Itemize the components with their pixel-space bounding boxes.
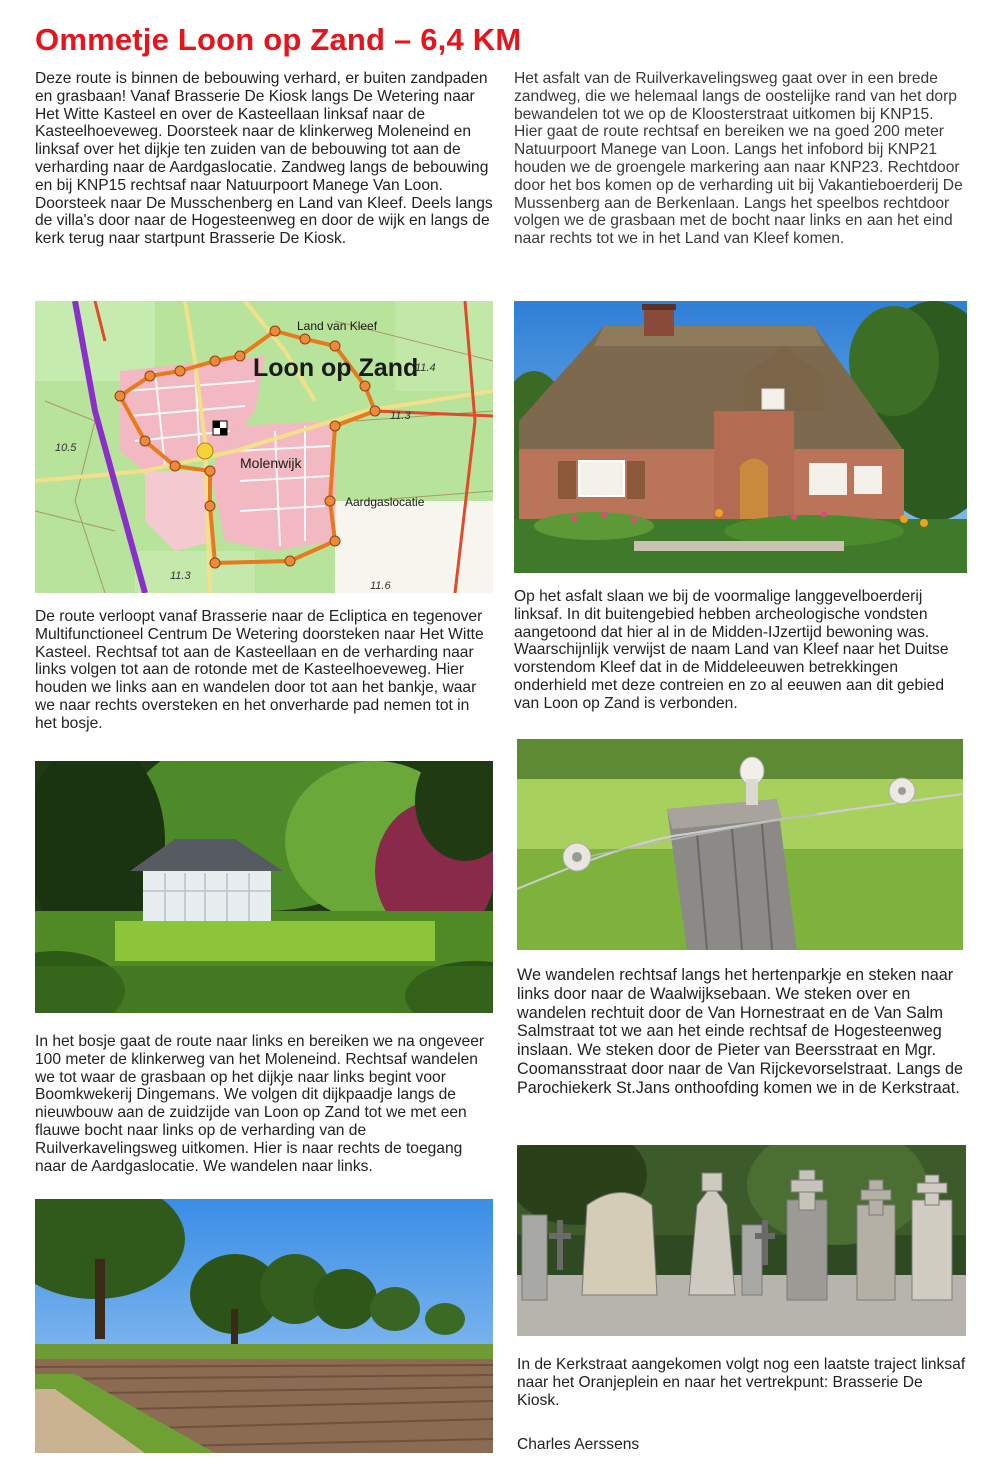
route-map-graphic bbox=[35, 301, 493, 593]
route-paragraph-6 bbox=[517, 1356, 967, 1409]
route-text-6: In de Kerkstraat aangekomen volgt nog een laatste traject linksaf naar het Oranjeplein en naar het vertrekpunt: Brasserie De Kiosk. bbox=[517, 1356, 966, 1409]
route-text-2: In het bosje gaat de route naar links en bereiken we na ongeveer 100 meter de klinkerweg van het Moleneind. Rechtsaf wandelen we tot waar de grasbaan op het dijkje naar links begint voor Boomkwekerij Dingemans. We volgen dit dijkpaadje langs de nieuwbouw aan de zuidzijde van Loon op Zand tot we met een flauwe bocht naar links op de verharding van de Ruilverkavelingsweg uitkomen. Hier is naar rechts de toegang naar de Aardgaslocatie. We wandelen naar links. bbox=[35, 1033, 485, 1175]
field-trees-image bbox=[35, 1199, 493, 1453]
route-text-1: De route verloopt vanaf Brasserie naar de Ecliptica en tegenover Multifunctioneel Centrum De Wetering doorsteken naar Het Witte Kasteel. Rechtsaf tot aan de Kasteellaan en de verharding naar links volgen tot aan de rotonde met de Kasteelhoeveweg. Hier houden we links aan en wandelen door tot aan het bankje, waar we naar rechts oversteken en het onverharde pad nemen tot in het bosje. bbox=[35, 608, 484, 732]
route-paragraph-5 bbox=[517, 966, 967, 1098]
map-label-elevation-1: 11.3 bbox=[170, 570, 191, 582]
route-paragraph-3 bbox=[514, 70, 966, 248]
route-paragraph-2 bbox=[35, 1033, 495, 1175]
map-label-molenwijk: Molenwijk bbox=[240, 455, 302, 471]
pavilion-photo bbox=[35, 761, 493, 1013]
intro-paragraph bbox=[35, 70, 495, 248]
cemetery-photo bbox=[517, 1145, 966, 1336]
fence-post-photo bbox=[517, 739, 963, 950]
cemetery-image bbox=[517, 1145, 966, 1336]
map-label-elevation-5: 11.4 bbox=[415, 362, 436, 374]
map-label-town: Loon op Zand bbox=[253, 354, 419, 382]
route-text-3: Het asfalt van de Ruilverkavelingsweg gaat over in een brede zandweg, die we helemaal langs de oostelijke rand van het dorp bewandelen tot we op de Kloosterstraat uitkomen bij KNP15. Hier gaat de route rechtsaf en bereiken we na goed 200 meter Natuurpoort Manege van Loon. Langs het infobord bij KNP21 houden we de groengele markering aan naar KNP23. Rechtdoor door het bos komen op de verharding uit bij Vakantieboerderij De Mussenberg aan de Berkenlaan. Langs het speelbos rechtdoor volgen we de grasbaan met de bocht naar links en aan het eind naar rechts tot we in het Land van Kleef komen. bbox=[514, 70, 963, 248]
page-title: Ommetje Loon op Zand – 6,4 KM bbox=[35, 22, 522, 57]
route-paragraph-1 bbox=[35, 608, 495, 733]
pavilion-image bbox=[35, 761, 493, 1013]
route-text-5: We wandelen rechtsaf langs het hertenparkje en steken naar links door naar de Waalwijksebaan. We steken over en wandelen rechtuit door de Van Hornestraat en de Van Salm Salmstraat tot we aan het einde rechtsaf de Hogesteenweg inslaan. We steken door de Pieter van Beersstraat en Mgr. Coomansstraat door naar de Van Rijckevorselstraat. Langs de Parochiekerk St.Jans onthoofding komen we in de Kerkstraat. bbox=[517, 966, 963, 1097]
author-name: Charles Aerssens bbox=[517, 1436, 640, 1453]
map-label-elevation-4: 10.5 bbox=[55, 442, 77, 454]
map-label-aardgaslocatie: Aardgaslocatie bbox=[345, 495, 425, 509]
map-label-elevation-2: 11.6 bbox=[370, 580, 391, 592]
fence-post-image bbox=[517, 739, 963, 950]
intro-text: Deze route is binnen de bebouwing verhard, er buiten zandpaden en grasbaan! Vanaf Brasserie De Kiosk langs De Wetering naar Het Witte Kasteel en over de Kasteellaan linksaf naar de Kasteelhoeveweg. Doorsteek naar de klinkerweg Moleneind en linksaf over het dijkje ten zuiden van de bebouwing tot aan de verharding naar de Aardgaslocatie. Zandweg langs de bebouwing en bij KNP15 rechtsaf naar Natuurpoort Manege Van Loon. Doorsteek naar De Musschenberg en Land van Kleef. Deels langs de villa's door naar de Hogesteenweg en door de wijk en langs de kerk terug naar startpunt Brasserie De Kiosk. bbox=[35, 70, 493, 248]
route-text-4: Op het asfalt slaan we bij de voormalige langgevelboerderij linksaf. In dit buitengebied hebben archeologische vondsten aangetoond dat hier al in de Midden-IJzertijd bewoning was. Waarschijnlijk verwijst de naam Land van Kleef naar het Duitse vorstendom Kleef dat in de Middeleeuwen betrekkingen onderhield met deze contreien en zo al eeuwen aan dit gebied van Loon op Zand is verbonden. bbox=[514, 588, 949, 712]
farmhouse-image bbox=[514, 301, 967, 573]
map-label-elevation-3: 11.3 bbox=[390, 410, 411, 422]
route-paragraph-4 bbox=[514, 588, 966, 713]
map-label-land-van-kleef: Land van Kleef bbox=[297, 319, 378, 333]
farmhouse-photo bbox=[514, 301, 967, 573]
route-map bbox=[35, 301, 493, 593]
field-trees-photo bbox=[35, 1199, 493, 1453]
